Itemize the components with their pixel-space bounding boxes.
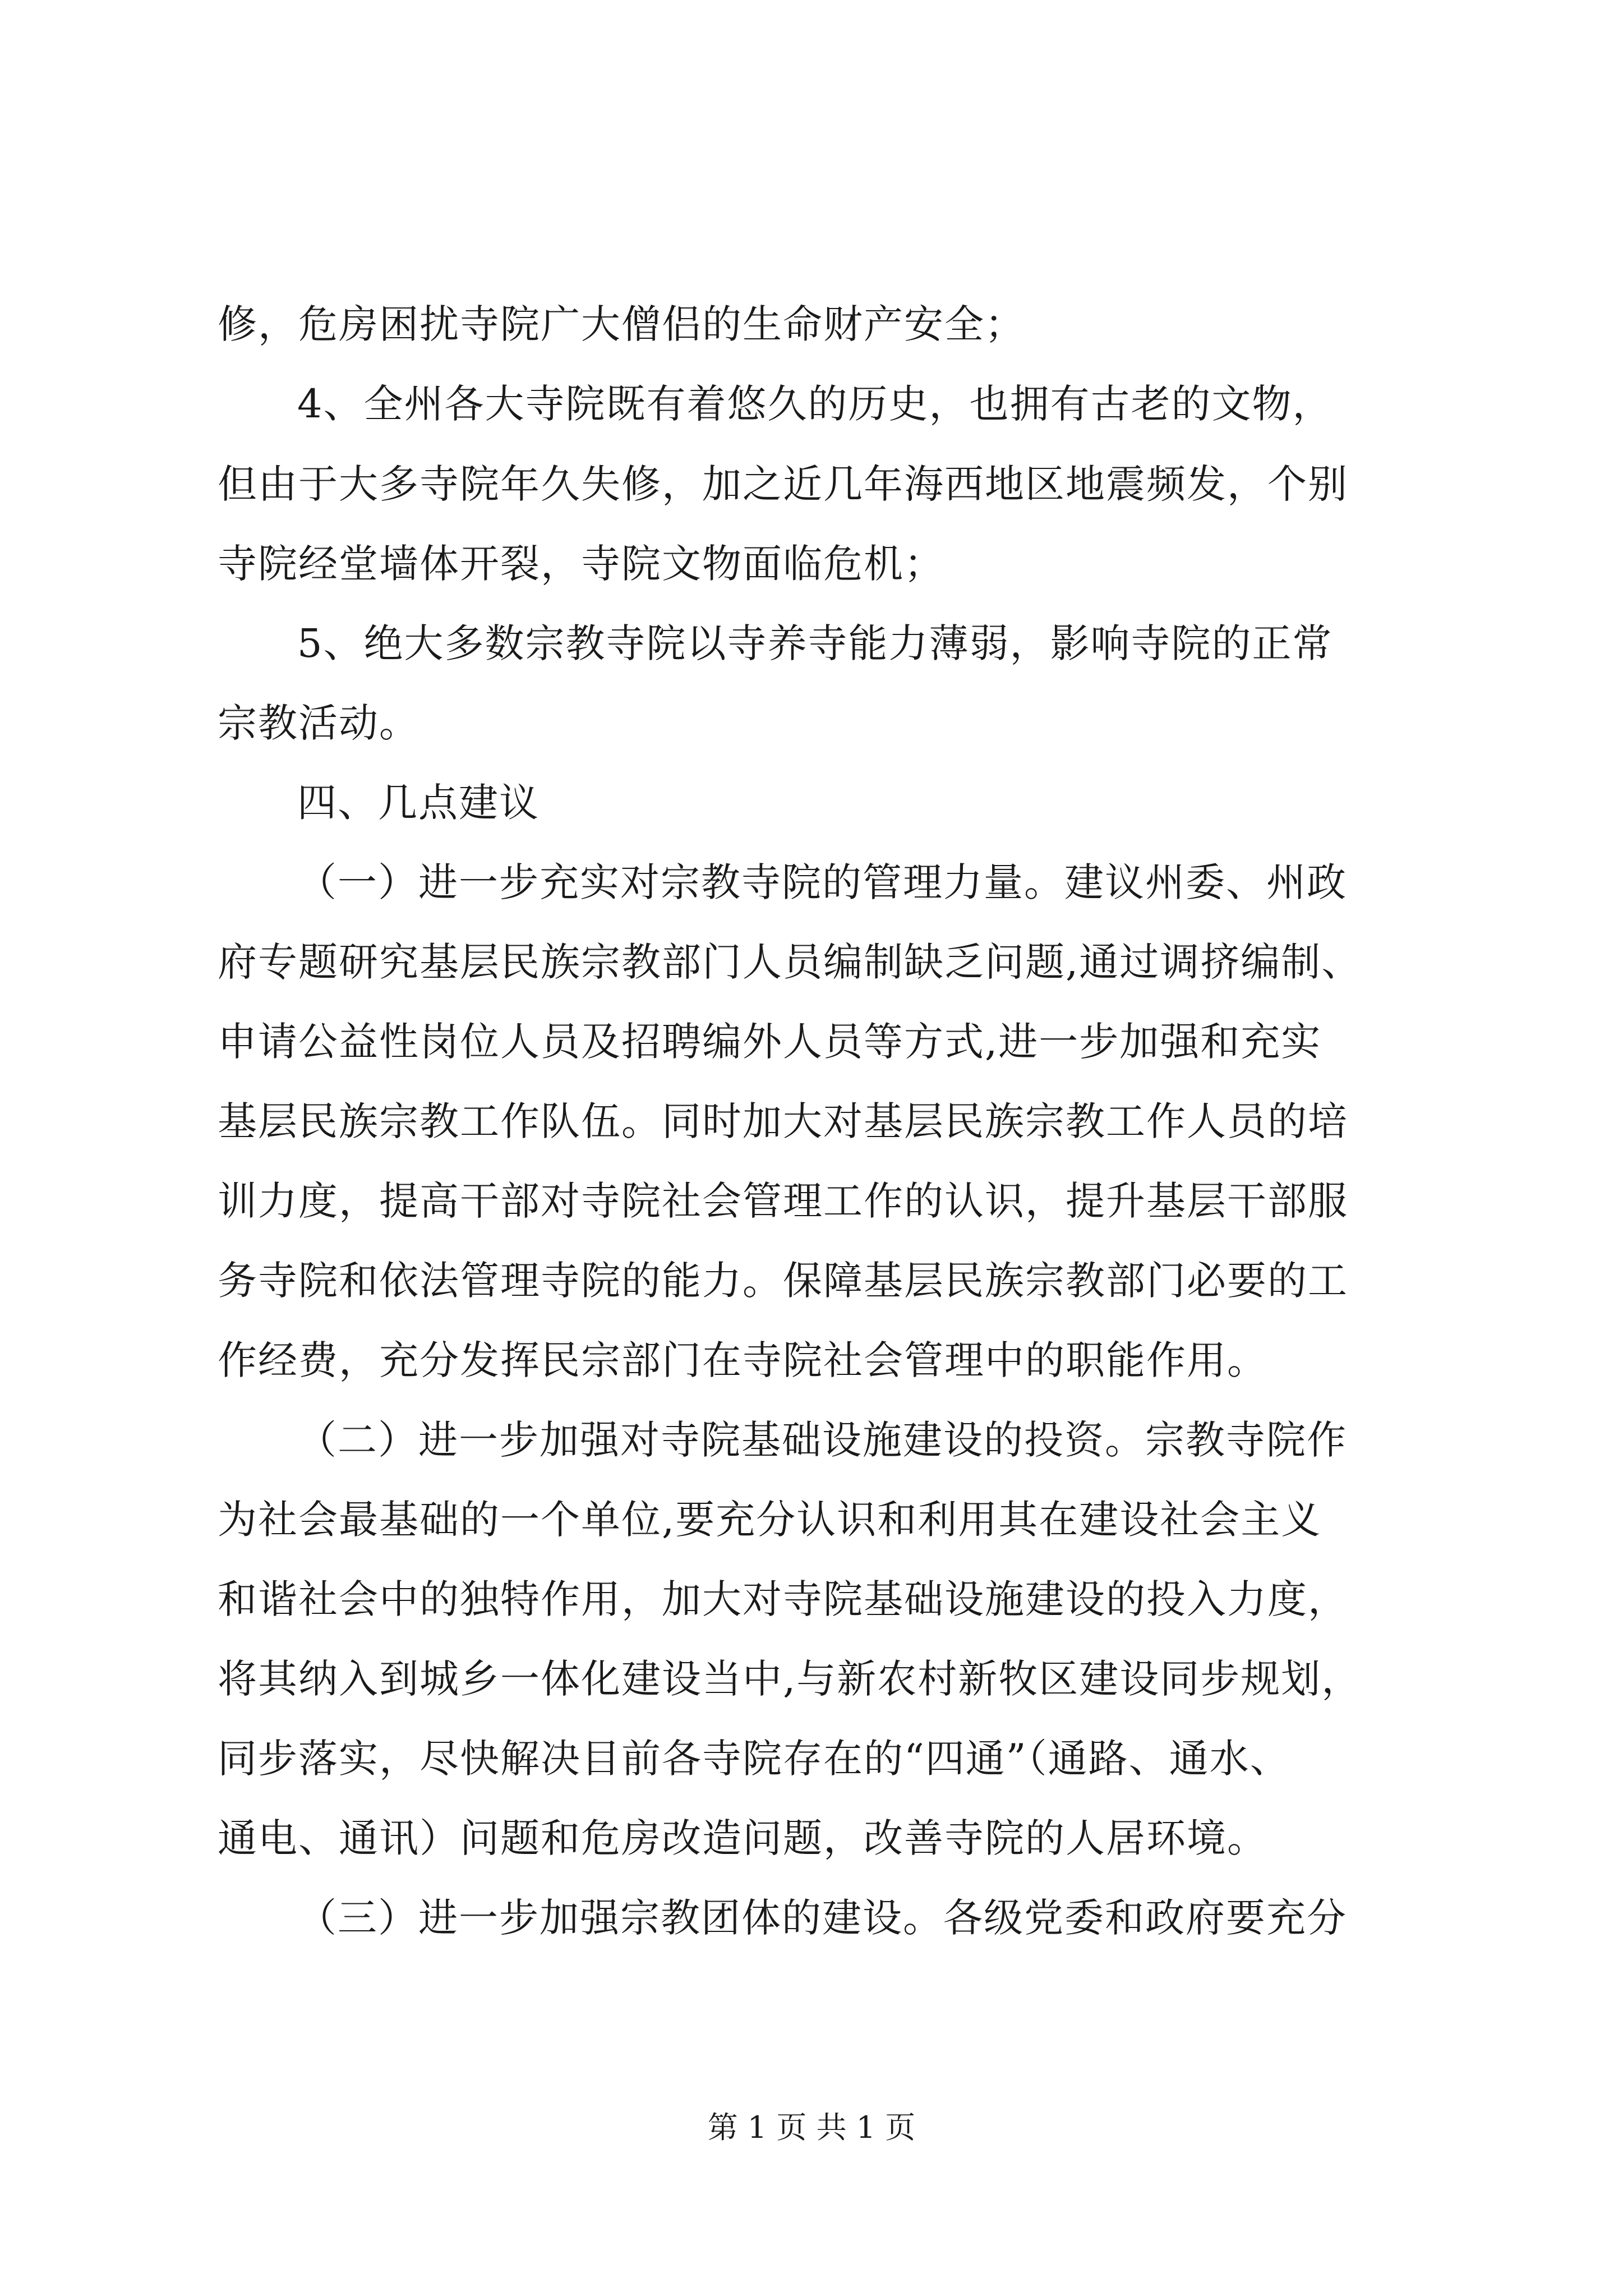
text-line: 为社会最基础的一个单位,要充分认识和利用其在建设社会主义 [218,1497,1322,1543]
text-line: （三）进一步加强宗教团体的建设。各级党委和政府要充分 [297,1895,1347,1941]
text-line: 修，危房困扰寺院广大僧侣的生命财产安全； [218,301,1025,347]
text-line: 府专题研究基层民族宗教部门人员编制缺乏问题,通过调挤编制、 [218,939,1362,985]
text-line: 基层民族宗教工作队伍。同时加大对基层民族宗教工作人员的培 [218,1098,1348,1144]
text-line: （二）进一步加强对寺院基础设施建设的投资。宗教寺院作 [297,1417,1347,1463]
text-line: 申请公益性岗位人员及招聘编外人员等方式,进一步加强和充实 [218,1019,1322,1065]
text-line: 宗教活动。 [218,700,419,746]
text-line: 训力度，提高干部对寺院社会管理工作的认识，提升基层干部服 [218,1178,1348,1224]
section-heading: 四、几点建议 [297,780,540,826]
text-line: 寺院经堂墙体开裂，寺院文物面临危机； [218,541,944,587]
text-line: 5、绝大多数宗教寺院以寺养寺能力薄弱，影响寺院的正常 [297,620,1333,666]
page-number-footer: 第 1 页 共 1 页 [707,2110,916,2145]
text-line: 但由于大多寺院年久失修，加之近几年海西地区地震频发，个别 [218,461,1348,507]
text-line: 4、全州各大寺院既有着悠久的历史，也拥有古老的文物， [297,381,1333,427]
text-line: 通电、通讯）问题和危房改造问题，改善寺院的人居环境。 [218,1815,1267,1861]
text-line: （一）进一步充实对宗教寺院的管理力量。建议州委、州政 [297,859,1347,905]
text-line: 同步落实，尽快解决目前各寺院存在的“四通”（通路、通水、 [218,1736,1290,1782]
text-line: 和谐社会中的独特作用，加大对寺院基础设施建设的投入力度， [218,1576,1348,1622]
text-line: 作经费，充分发挥民宗部门在寺院社会管理中的职能作用。 [218,1337,1267,1383]
text-line: 务寺院和依法管理寺院的能力。保障基层民族宗教部门必要的工 [218,1258,1348,1304]
text-line: 将其纳入到城乡一体化建设当中,与新农村新牧区建设同步规划， [218,1656,1362,1702]
